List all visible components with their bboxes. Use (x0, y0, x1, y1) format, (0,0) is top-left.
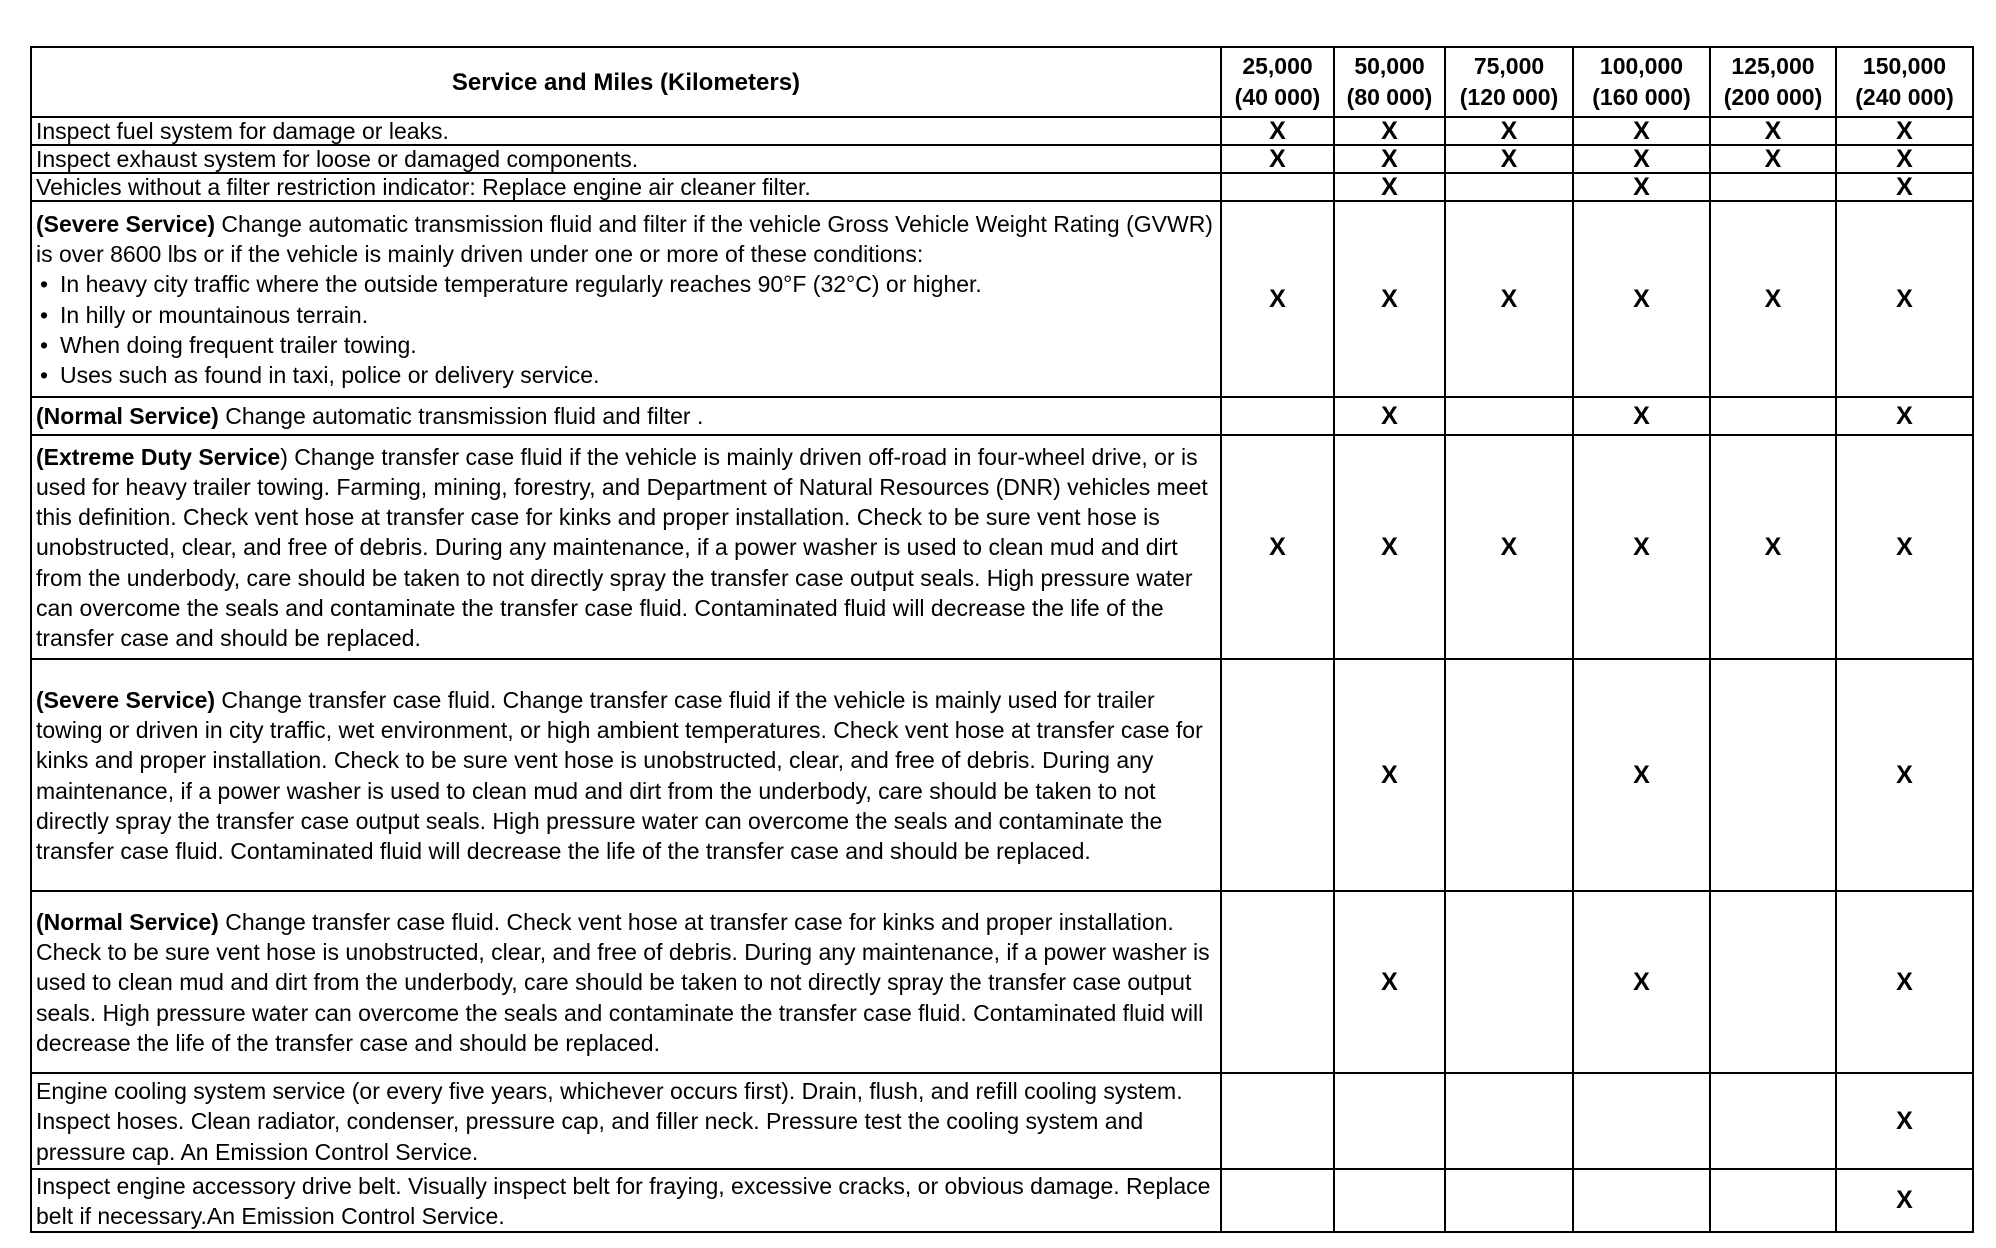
interval-mark: X (1334, 173, 1445, 201)
interval-mark (1445, 1169, 1573, 1232)
service-type-label: (Normal Service) (36, 908, 219, 935)
maintenance-schedule (30, 46, 1972, 1233)
table-row (31, 659, 1973, 891)
interval-mark (1445, 173, 1573, 201)
interval-mark (1221, 659, 1334, 891)
table-row (31, 1169, 1973, 1232)
interval-mark: X (1445, 117, 1573, 145)
service-type-label: (Normal Service) (36, 403, 219, 430)
interval-mark (1445, 397, 1573, 435)
interval-mark: X (1221, 435, 1334, 659)
interval-mark (1445, 891, 1573, 1073)
table-row (31, 201, 1973, 397)
interval-mark (1221, 891, 1334, 1073)
condition-bullet (36, 300, 1216, 330)
interval-mark: X (1573, 145, 1710, 173)
interval-km: (80 000) (1346, 84, 1433, 110)
service-type-label: (Extreme Duty Service (36, 443, 281, 470)
service-text: Inspect fuel system for damage or leaks. (36, 118, 449, 144)
interval-mark: X (1221, 145, 1334, 173)
interval-mark (1710, 173, 1836, 201)
maintenance-table (30, 46, 1974, 1233)
interval-mark: X (1445, 145, 1573, 173)
interval-mark: X (1836, 1169, 1973, 1232)
interval-mark: X (1334, 117, 1445, 145)
interval-mark (1445, 1073, 1573, 1169)
condition-text: In heavy city traffic where the outside temperature regularly reaches 90°F (32°C) or higher. (60, 271, 982, 298)
interval-mark (1710, 659, 1836, 891)
condition-text: When doing frequent trailer towing. (60, 331, 417, 358)
service-description (31, 117, 1221, 145)
interval-mark: X (1836, 659, 1973, 891)
condition-text: In hilly or mountainous terrain. (60, 301, 369, 328)
bullet-icon: • (40, 301, 49, 328)
condition-text: Uses such as found in taxi, police or delivery service. (60, 361, 600, 388)
interval-mark: X (1573, 117, 1710, 145)
table-row (31, 397, 1973, 435)
interval-mark: X (1334, 397, 1445, 435)
interval-mark: X (1334, 659, 1445, 891)
interval-mark: X (1836, 1073, 1973, 1169)
interval-mark: X (1836, 173, 1973, 201)
interval-header (1710, 47, 1836, 117)
service-text: ) Change transfer case fluid if the vehicle is mainly driven off-road in four-wheel drive, or is used for heavy trailer towing. Farming, mining, forestry, and Department of Natural Resources (DNR) vehicles meet this definition. Check vent hose at transfer case for kinks and proper installation. Check to be sure vent hose is unobstructed, clear, and free of debris. During any maintenance, if a power washer is used to clean mud and dirt from the underbody, care should be taken to not directly spray the transfer case output seals. High pressure water can overcome the seals and contaminate the transfer case fluid. Contaminated fluid will decrease the life of the transfer case and should be replaced. (36, 443, 1208, 651)
interval-mark (1710, 891, 1836, 1073)
service-description (31, 659, 1221, 891)
interval-mark: X (1221, 117, 1334, 145)
interval-header (1221, 47, 1334, 117)
interval-km: (160 000) (1592, 84, 1691, 110)
service-type-label: (Severe Service) (36, 686, 216, 713)
service-column-header: Service and Miles (Kilometers) (31, 47, 1221, 117)
bullet-icon: • (40, 361, 49, 388)
schedule-rows (31, 117, 1973, 1232)
service-description (31, 435, 1221, 659)
service-description (31, 1169, 1221, 1232)
header-row (31, 47, 1973, 117)
service-text: Change automatic transmission fluid and filter . (218, 403, 704, 430)
table-row (31, 117, 1973, 145)
interval-mark: X (1710, 201, 1836, 397)
interval-km: (120 000) (1459, 84, 1559, 110)
interval-mark: X (1836, 891, 1973, 1073)
interval-mark (1334, 1073, 1445, 1169)
service-text: Engine cooling system service (or every five years, whichever occurs first). Drain, flush, and refill cooling system. Inspect hoses. Clean radiator, condenser, pressure cap, and filler neck. Pressure test the cooling system and pressure cap. An Emission Control Service. (36, 1078, 1183, 1165)
service-description (31, 201, 1221, 397)
interval-header (1836, 47, 1973, 117)
condition-bullet (36, 330, 1216, 360)
interval-mark: X (1710, 435, 1836, 659)
interval-mark: X (1221, 201, 1334, 397)
interval-miles: 75,000 (1473, 53, 1545, 79)
interval-mark: X (1334, 435, 1445, 659)
interval-mark (1221, 1073, 1334, 1169)
interval-mark (1710, 1073, 1836, 1169)
service-description (31, 397, 1221, 435)
service-text: Vehicles without a filter restriction indicator: Replace engine air cleaner filter. (36, 174, 811, 200)
interval-mark: X (1573, 201, 1710, 397)
table-row (31, 891, 1973, 1073)
interval-mark: X (1836, 397, 1973, 435)
interval-mark: X (1836, 117, 1973, 145)
interval-mark: X (1573, 173, 1710, 201)
interval-mark: X (1334, 145, 1445, 173)
interval-mark (1221, 397, 1334, 435)
condition-bullet (36, 360, 1216, 390)
service-text: Inspect exhaust system for loose or damaged components. (36, 146, 639, 172)
interval-mark (1573, 1169, 1710, 1232)
bullet-icon: • (40, 271, 49, 298)
interval-km: (240 000) (1855, 84, 1954, 110)
table-row (31, 1073, 1973, 1169)
service-type-label: (Severe Service) (36, 210, 216, 237)
interval-km: (200 000) (1723, 84, 1823, 110)
interval-miles: 25,000 (1242, 53, 1313, 79)
interval-mark: X (1573, 891, 1710, 1073)
service-text: Inspect engine accessory drive belt. Visually inspect belt for fraying, excessive cracks, or obvious damage. Replace belt if necessary.An Emission Control Service. (36, 1173, 1211, 1230)
interval-mark: X (1445, 435, 1573, 659)
interval-miles: 100,000 (1599, 53, 1684, 79)
table-row (31, 145, 1973, 173)
condition-bullet (36, 269, 1216, 299)
table-row (31, 173, 1973, 201)
interval-mark (1445, 659, 1573, 891)
interval-mark (1221, 1169, 1334, 1232)
table-row (31, 435, 1973, 659)
interval-mark (1710, 1169, 1836, 1232)
interval-mark: X (1573, 435, 1710, 659)
interval-mark: X (1710, 145, 1836, 173)
interval-mark: X (1445, 201, 1573, 397)
interval-mark: X (1334, 201, 1445, 397)
interval-mark (1573, 1073, 1710, 1169)
interval-mark: X (1710, 117, 1836, 145)
interval-mark: X (1573, 397, 1710, 435)
interval-mark: X (1836, 435, 1973, 659)
service-description (31, 891, 1221, 1073)
interval-header (1445, 47, 1573, 117)
interval-km: (40 000) (1234, 84, 1321, 110)
service-text: Change transfer case fluid. Change transfer case fluid if the vehicle is mainly used for trailer towing or driven in city traffic, wet environment, or high ambient temperatures. Check vent hose at transfer case for kinks and proper installation. Check to be sure vent hose is unobstructed, clear, and free of debris. During any maintenance, if a power washer is used to clean mud and dirt from the underbody, care should be taken to not directly spray the transfer case output seals. High pressure water can overcome the seals and contaminate the transfer case fluid. Contaminated fluid will decrease the life of the transfer case and should be replaced. (36, 686, 1203, 864)
interval-mark (1334, 1169, 1445, 1232)
service-text: Change transfer case fluid. Check vent hose at transfer case for kinks and proper installation. Check to be sure vent hose is unobstructed, clear, and free of debris. During any maintenance, if a power washer is used to clean mud and dirt from the underbody, care should be taken to not directly spray the transfer case output seals. High pressure water can overcome the seals and contaminate the transfer case fluid. Contaminated fluid will decrease the life of the transfer case and should be replaced. (36, 908, 1210, 1056)
service-description (31, 1073, 1221, 1169)
service-description (31, 173, 1221, 201)
interval-mark: X (1836, 201, 1973, 397)
interval-header (1334, 47, 1445, 117)
interval-header (1573, 47, 1710, 117)
interval-miles: 150,000 (1862, 53, 1947, 79)
interval-mark: X (1573, 659, 1710, 891)
interval-mark: X (1334, 891, 1445, 1073)
service-description (31, 145, 1221, 173)
interval-mark: X (1836, 145, 1973, 173)
bullet-icon: • (40, 331, 49, 358)
interval-mark (1710, 397, 1836, 435)
interval-miles: 50,000 (1354, 53, 1425, 79)
service-text: Change automatic transmission fluid and filter if the vehicle Gross Vehicle Weight Rating (GVWR) is over 8600 lbs or if the vehicle is mainly driven under one or more of these conditions: (36, 210, 1213, 268)
interval-miles: 125,000 (1731, 53, 1815, 79)
interval-mark (1221, 173, 1334, 201)
